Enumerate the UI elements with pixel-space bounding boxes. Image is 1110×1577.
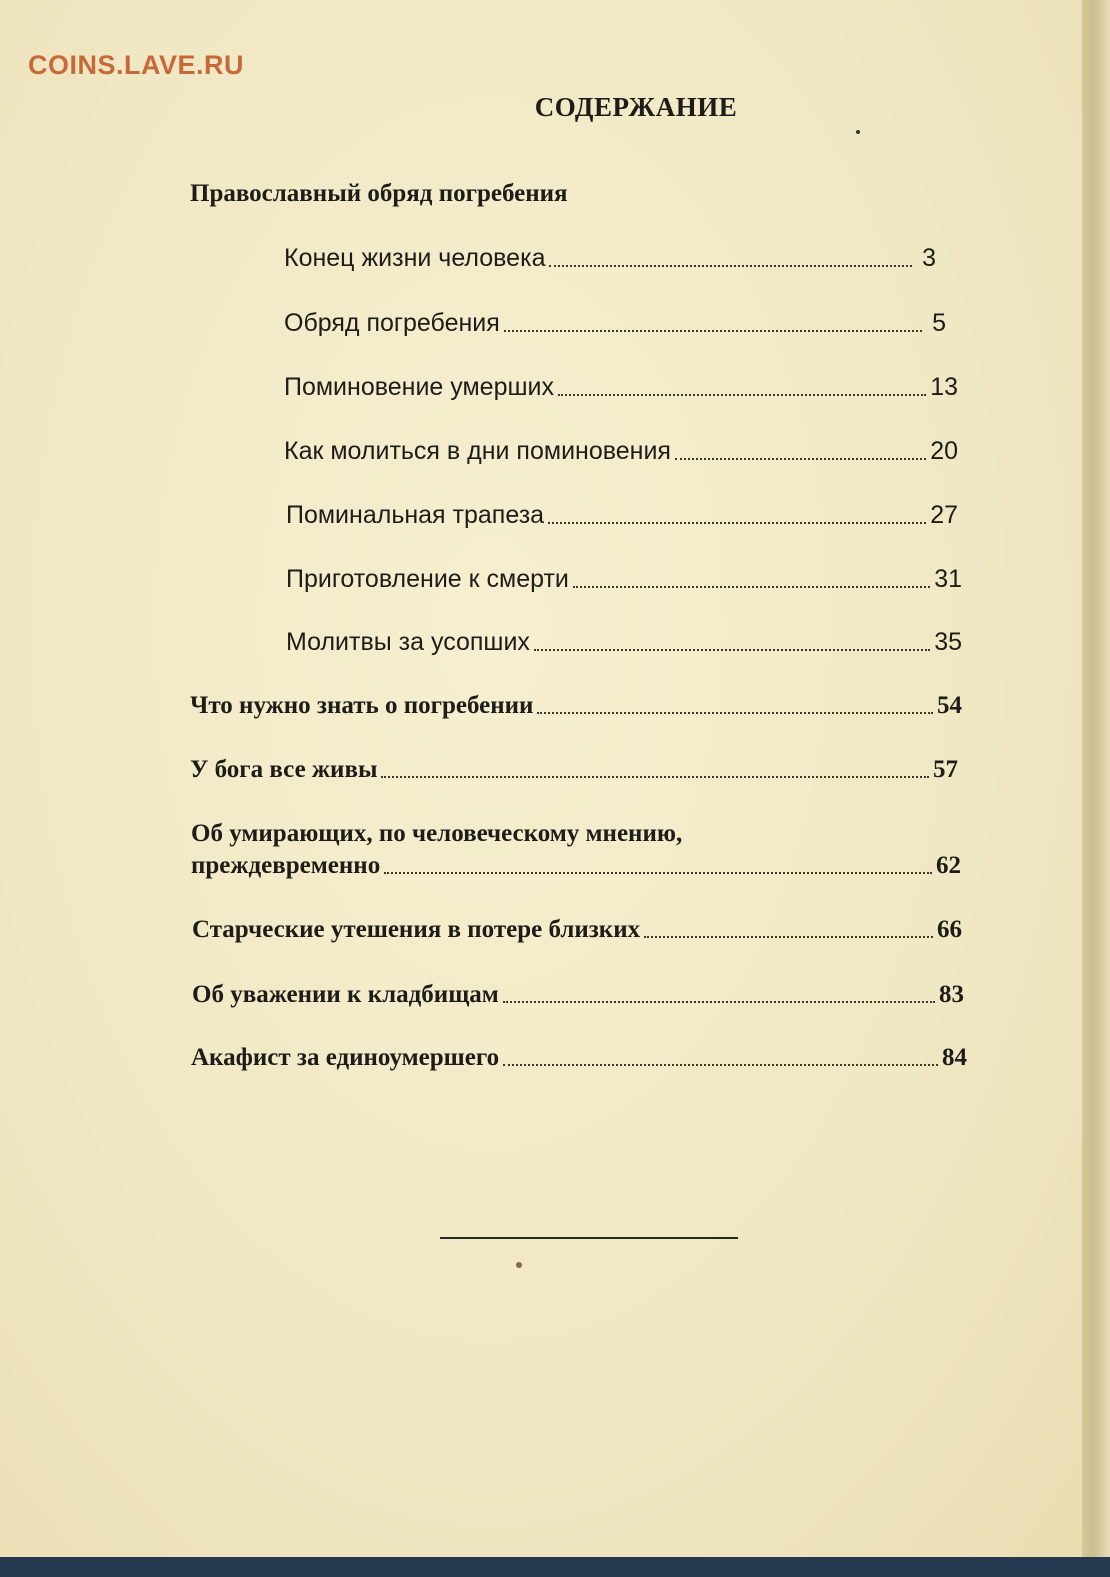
toc-entry-page: 84 bbox=[942, 1044, 967, 1071]
toc-entry-page: 57 bbox=[933, 756, 958, 783]
dot-leader bbox=[381, 775, 929, 778]
dot-leader bbox=[503, 1000, 935, 1003]
toc-entry-label: Что нужно знать о погребении bbox=[190, 692, 534, 719]
toc-entry-page: 66 bbox=[937, 916, 962, 943]
toc-entry-label: Акафист за единоумершего bbox=[191, 1044, 500, 1071]
toc-main-entry-line1: Об умирающих, по человеческому мнению, bbox=[191, 820, 683, 847]
toc-entry-page: 35 bbox=[934, 628, 962, 656]
paper-speck bbox=[856, 130, 860, 134]
toc-entry-page: 27 bbox=[930, 501, 958, 529]
dot-leader bbox=[384, 871, 932, 874]
toc-main-entry[interactable] bbox=[191, 1044, 967, 1072]
toc-entry-page: 13 bbox=[930, 373, 958, 401]
toc-main-entry[interactable] bbox=[192, 916, 962, 944]
toc-entry-label: Поминальная трапеза bbox=[286, 501, 545, 529]
toc-entry-label: Приготовление к смерти bbox=[286, 565, 569, 593]
toc-entry[interactable] bbox=[284, 373, 958, 402]
dot-leader bbox=[675, 457, 926, 460]
toc-entry[interactable] bbox=[286, 628, 962, 657]
toc-entry-label: Конец жизни человека bbox=[284, 244, 546, 272]
toc-entry-label: Как молиться в дни поминовения bbox=[284, 437, 671, 465]
toc-entry-label: Молитвы за усопших bbox=[286, 628, 530, 656]
watermark: COINS.LAVE.RU bbox=[28, 50, 245, 80]
toc-entry-page: 62 bbox=[936, 852, 961, 879]
dot-leader bbox=[504, 329, 922, 332]
toc-entry-page: 3 bbox=[922, 244, 936, 272]
toc-main-entry[interactable] bbox=[192, 981, 964, 1009]
dot-leader bbox=[548, 521, 926, 524]
toc-entry[interactable] bbox=[284, 244, 936, 273]
contents-title: СОДЕРЖАНИЕ bbox=[534, 92, 738, 122]
toc-entry-page: 54 bbox=[937, 692, 962, 719]
toc-entry-page: 31 bbox=[934, 565, 962, 593]
toc-entry-page: 83 bbox=[939, 981, 964, 1008]
dot-leader bbox=[503, 1063, 938, 1066]
scan-border bbox=[0, 1557, 1110, 1577]
toc-entry-label: Поминовение умерших bbox=[284, 373, 554, 401]
paper-speck bbox=[516, 1262, 522, 1268]
section-heading: Православный обряд погребения bbox=[190, 180, 568, 207]
toc-main-entry[interactable] bbox=[190, 756, 958, 784]
toc-main-entry[interactable] bbox=[191, 852, 961, 880]
toc-entry[interactable] bbox=[286, 501, 958, 530]
toc-entry[interactable] bbox=[286, 565, 962, 594]
toc-entry[interactable] bbox=[284, 437, 958, 466]
dot-leader bbox=[549, 264, 912, 267]
toc-entry-page: 20 bbox=[930, 437, 958, 465]
toc-entry-label: Обряд погребения bbox=[284, 309, 500, 337]
toc-entry-label: Об уважении к кладбищам bbox=[192, 981, 499, 1008]
toc-entry-label: У бога все живы bbox=[190, 756, 378, 783]
dot-leader bbox=[644, 935, 933, 938]
dot-leader bbox=[534, 648, 930, 651]
toc-entry[interactable] bbox=[284, 309, 946, 338]
toc-entry-label: Старческие утешения в потере близких bbox=[192, 916, 641, 943]
dot-leader bbox=[573, 585, 930, 588]
dot-leader bbox=[558, 393, 926, 396]
page-edge bbox=[1082, 0, 1110, 1577]
toc-main-entry[interactable] bbox=[190, 692, 962, 720]
toc-entry-label: преждевременно bbox=[191, 852, 381, 879]
closing-rule bbox=[440, 1237, 738, 1239]
toc-entry-page: 5 bbox=[932, 309, 946, 337]
dot-leader bbox=[537, 711, 933, 714]
